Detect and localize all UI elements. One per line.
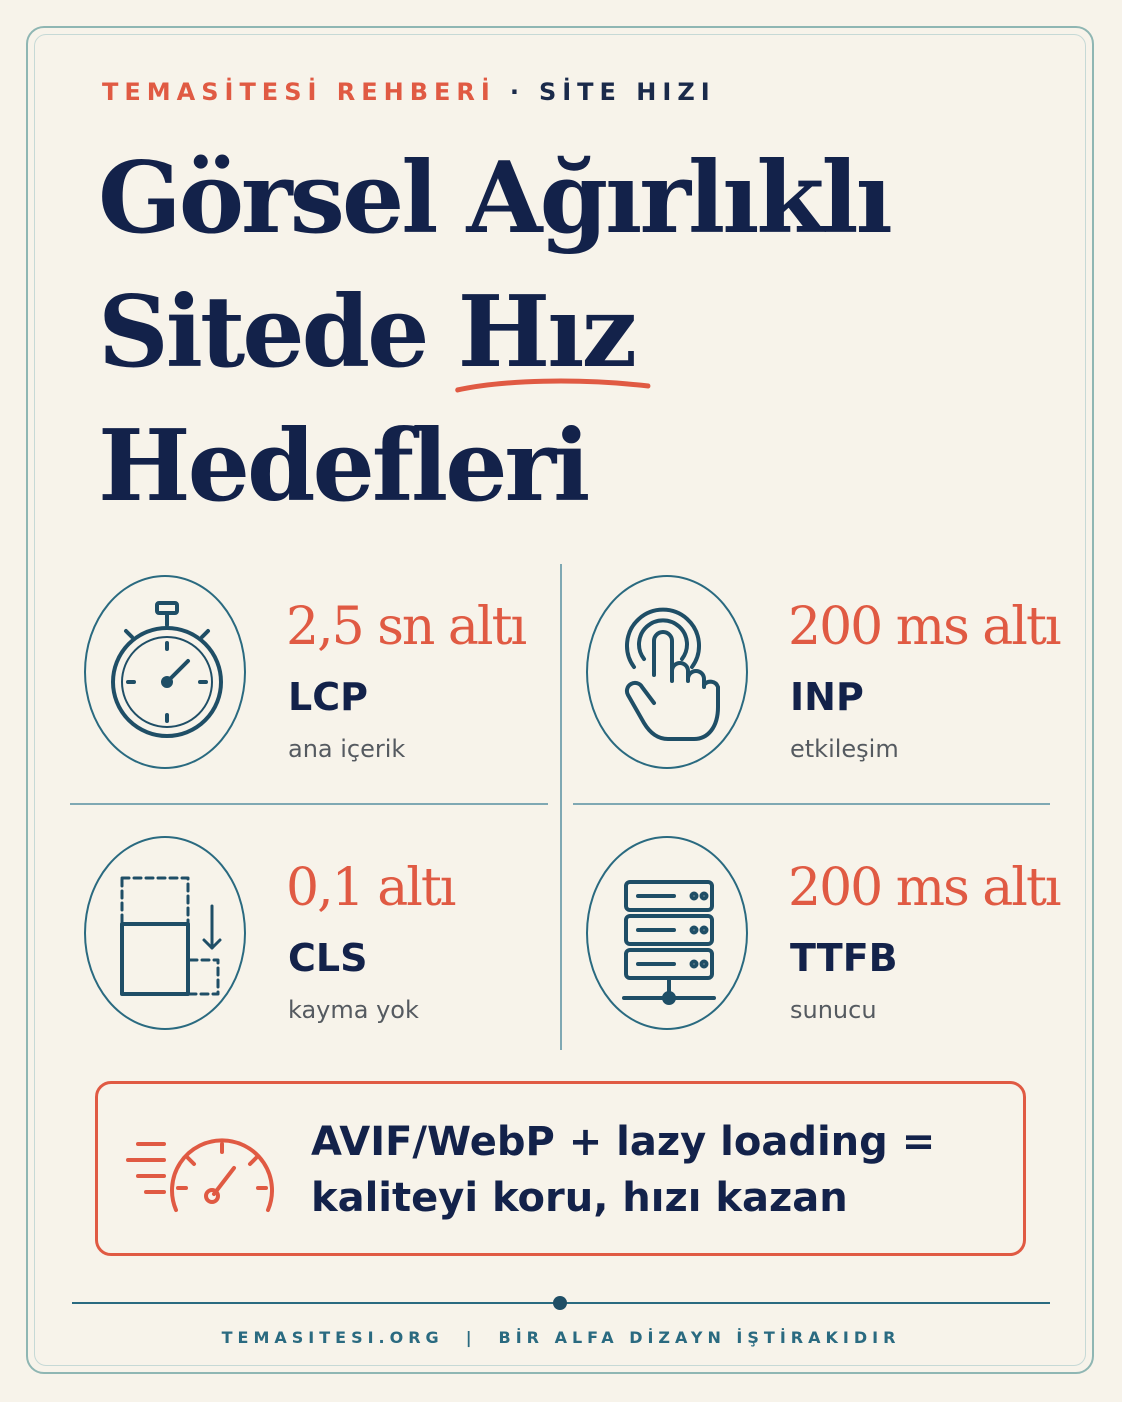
title-line-1: Görsel Ağırlıklı (98, 141, 890, 256)
tip-callout (95, 1081, 1026, 1256)
footer (0, 1328, 1122, 1347)
title-highlight-text: Hız (457, 275, 635, 390)
tip-line-1: AVIF/WebP + lazy loading = (311, 1119, 936, 1165)
stopwatch-icon (84, 575, 246, 769)
metric-value: 0,1 altı (286, 858, 455, 918)
kicker-primary: TEMASİTESİ REHBERİ (102, 78, 496, 106)
metric-label: LCP (288, 675, 368, 719)
footer-separator: | (465, 1328, 477, 1347)
metric-label: INP (790, 675, 864, 719)
grid-horizontal-divider-left (70, 803, 548, 805)
metric-description: sunucu (790, 996, 877, 1024)
metric-value: 200 ms altı (788, 858, 1060, 918)
grid-horizontal-divider-right (573, 803, 1050, 805)
brush-underline (454, 374, 652, 396)
title-line-2-pre: Sitede (98, 275, 458, 390)
title-line-3: Hedefleri (98, 409, 588, 524)
kicker-secondary: SİTE HIZI (538, 78, 716, 106)
title-highlight (458, 266, 634, 400)
tap-hand-icon (586, 575, 748, 769)
metric-value: 200 ms altı (788, 597, 1060, 657)
tip-text (311, 1114, 935, 1226)
metric-description: etkileşim (790, 735, 899, 763)
metric-label: TTFB (790, 936, 898, 980)
metric-description: kayma yok (288, 996, 419, 1024)
speedometer-icon (124, 1122, 274, 1222)
layout-shift-icon (84, 836, 246, 1030)
tip-line-2: kaliteyi koru, hızı kazan (311, 1175, 848, 1221)
metric-lcp (84, 575, 564, 775)
footer-site: TEMASITESI.ORG (221, 1328, 444, 1347)
footer-credit: BİR ALFA DİZAYN İŞTİRAKIDIR (498, 1328, 901, 1347)
metric-description: ana içerik (288, 735, 406, 763)
metric-ttfb (586, 836, 1066, 1036)
metric-value: 2,5 sn altı (286, 597, 526, 657)
metric-label: CLS (288, 936, 368, 980)
metric-inp (586, 575, 1066, 775)
kicker-separator: · (509, 78, 525, 106)
server-icon (586, 836, 748, 1030)
page-title (98, 132, 890, 534)
metric-cls (84, 836, 564, 1036)
kicker (102, 78, 716, 106)
title-line-2 (98, 266, 890, 400)
footer-rule-dot (553, 1296, 567, 1310)
